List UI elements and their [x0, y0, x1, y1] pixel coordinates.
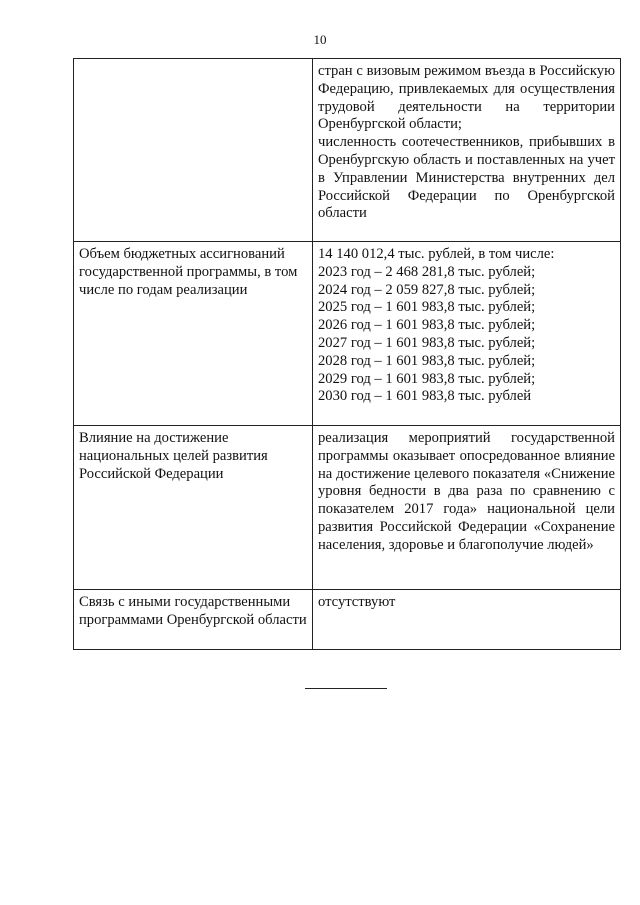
- row-label: Связь с иными государственными программами Оренбургской области: [74, 590, 313, 650]
- row-label: Объем бюджетных ассигнований государственной программы, в том числе по годам реализации: [74, 242, 313, 426]
- budget-total-line: 14 140 012,4 тыс. рублей, в том числе:: [318, 246, 555, 262]
- budget-year-line: 2027 год – 1 601 983,8 тыс. рублей;: [318, 334, 536, 351]
- row-label: Влияние на достижение национальных целей развития Российской Федерации: [74, 426, 313, 590]
- table-row: [74, 59, 621, 242]
- row-value: [313, 590, 621, 650]
- end-of-document-rule: [305, 688, 387, 689]
- row-value: [313, 59, 621, 242]
- budget-year-line: 2026 год – 1 601 983,8 тыс. рублей;: [318, 317, 536, 334]
- table-row: [74, 426, 621, 590]
- value-paragraph: численность соотечественников, прибывших в Оренбургскую область и поставленных на учет в Управлении Министерства внутренних дел Российской Федерации по Оренбургской области: [318, 134, 615, 222]
- budget-year-line: 2025 год – 1 601 983,8 тыс. рублей;: [318, 299, 536, 316]
- budget-year-line: 2024 год – 2 059 827,8 тыс. рублей;: [318, 281, 536, 298]
- row-label: [74, 59, 313, 242]
- row-value: [313, 242, 621, 426]
- value-paragraph: стран с визовым режимом въезда в Российскую Федерацию, привлекаемых для осуществления трудовой деятельности на территории Оренбургской области;: [318, 63, 615, 133]
- value-paragraph: отсутствуют: [318, 594, 396, 610]
- row-value: [313, 426, 621, 590]
- budget-year-line: 2030 год – 1 601 983,8 тыс. рублей: [318, 388, 532, 405]
- budget-year-line: 2023 год – 2 468 281,8 тыс. рублей;: [318, 263, 536, 280]
- table-row: [74, 590, 621, 650]
- page-number: 10: [313, 32, 327, 47]
- budget-year-line: 2028 год – 1 601 983,8 тыс. рублей;: [318, 352, 536, 369]
- table-row: [74, 242, 621, 426]
- budget-year-line: 2029 год – 1 601 983,8 тыс. рублей;: [318, 370, 536, 387]
- value-paragraph: реализация мероприятий государственной программы оказывает опосредованное влияние на достижение целевого показателя «Снижение уровня бедности в два раза по сравнению с показателем 2017 года» национальной цели развития Российской Федерации «Сохранение населения, здоровье и благополучие людей»: [318, 430, 615, 553]
- program-passport-table: [73, 58, 621, 650]
